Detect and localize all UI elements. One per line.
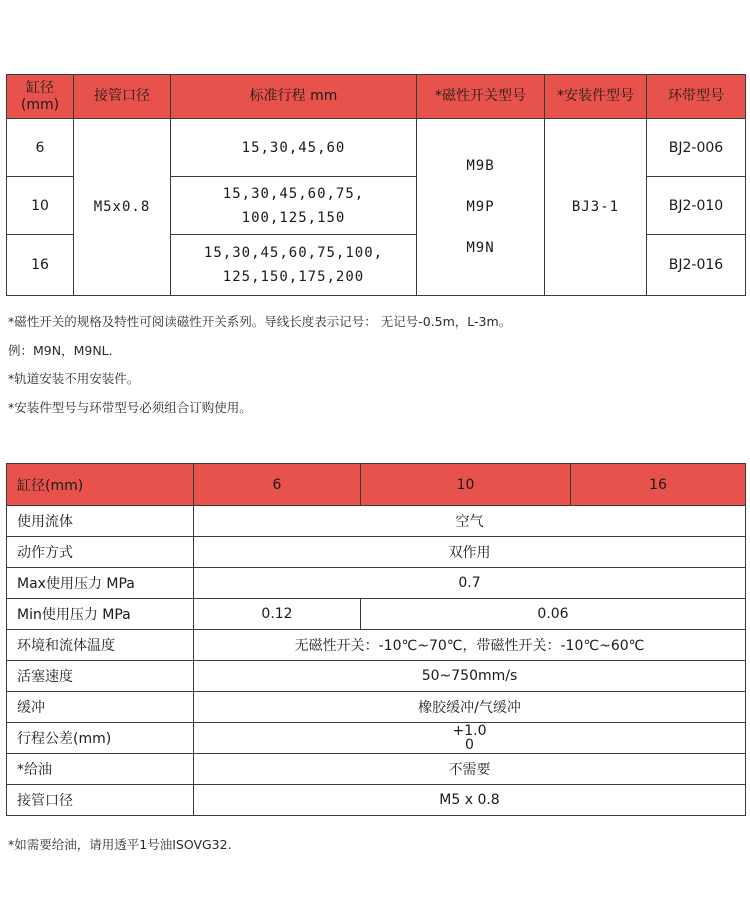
spec-table	[6, 463, 746, 816]
note-line: *轨道安装不用安装件。	[8, 371, 140, 386]
table-row	[7, 537, 746, 568]
band-cell: BJ2-016	[647, 235, 746, 296]
row-label: Max使用压力 MPa	[7, 568, 194, 599]
row-value: 橡胶缓冲/气缓冲	[194, 692, 746, 723]
stroke-spec-table	[6, 74, 746, 296]
bore-cell: 10	[7, 177, 74, 235]
table-row	[7, 785, 746, 816]
table-row	[7, 630, 746, 661]
header-port: 接管口径	[74, 75, 171, 119]
header-bore-10: 10	[361, 464, 571, 506]
stroke-cell: 15,30,45,60	[171, 119, 417, 177]
stroke-cell: 15,30,45,60,75, 100,125,150	[171, 177, 417, 235]
row-value: 0.06	[361, 599, 746, 630]
table-header-row	[7, 75, 746, 119]
table-row	[7, 723, 746, 754]
table-row	[7, 754, 746, 785]
header-mount: *安装件型号	[545, 75, 647, 119]
row-value: M5 x 0.8	[194, 785, 746, 816]
port-cell: M5x0.8	[74, 119, 171, 296]
table-row	[7, 568, 746, 599]
header-bore-16: 16	[571, 464, 746, 506]
bore-cell: 6	[7, 119, 74, 177]
row-value: 0.12	[194, 599, 361, 630]
row-label: *给油	[7, 754, 194, 785]
bore-cell: 16	[7, 235, 74, 296]
switch-cell: M9B M9P M9N	[417, 119, 545, 296]
row-value: 50~750mm/s	[194, 661, 746, 692]
band-cell: BJ2-006	[647, 119, 746, 177]
table-header-row	[7, 464, 746, 506]
row-value: 双作用	[194, 537, 746, 568]
footnote: *如需要给油，请用透平1号油ISOVG32.	[8, 837, 232, 852]
table-row	[7, 661, 746, 692]
header-bore: 缸径 (mm)	[7, 75, 74, 119]
row-value: 无磁性开关：-10℃~70℃，带磁性开关：-10℃~60℃	[194, 630, 746, 661]
row-label: 活塞速度	[7, 661, 194, 692]
table-row	[7, 506, 746, 537]
row-label: 使用流体	[7, 506, 194, 537]
note-line: *安装件型号与环带型号必须组合订购使用。	[8, 399, 252, 415]
header-bore-label: 缸径(mm)	[7, 464, 194, 506]
row-value: 空气	[194, 506, 746, 537]
row-label: 行程公差(mm)	[7, 723, 194, 754]
header-bore-6: 6	[194, 464, 361, 506]
row-label: 缓冲	[7, 692, 194, 723]
row-label: 接管口径	[7, 785, 194, 816]
note-line: 例：M9N，M9NL.	[8, 342, 113, 358]
row-label: 环境和流体温度	[7, 630, 194, 661]
note-line: *磁性开关的规格及特性可阅读磁性开关系列。导线长度表示记号： 无记号-0.5m，L-3m。	[8, 314, 512, 329]
row-label: Min使用压力 MPa	[7, 599, 194, 630]
header-switch: *磁性开关型号	[417, 75, 545, 119]
stroke-cell: 15,30,45,60,75,100, 125,150,175,200	[171, 235, 417, 296]
table-row	[7, 119, 746, 177]
row-label: 动作方式	[7, 537, 194, 568]
row-value: 0.7	[194, 568, 746, 599]
row-value: 不需要	[194, 754, 746, 785]
table-row	[7, 599, 746, 630]
band-cell: BJ2-010	[647, 177, 746, 235]
tolerance-value: +1.0 0	[194, 723, 746, 754]
notes-block	[8, 308, 511, 422]
header-band: 环带型号	[647, 75, 746, 119]
header-stroke: 标准行程 mm	[171, 75, 417, 119]
mount-cell: BJ3-1	[545, 119, 647, 296]
table-row	[7, 692, 746, 723]
